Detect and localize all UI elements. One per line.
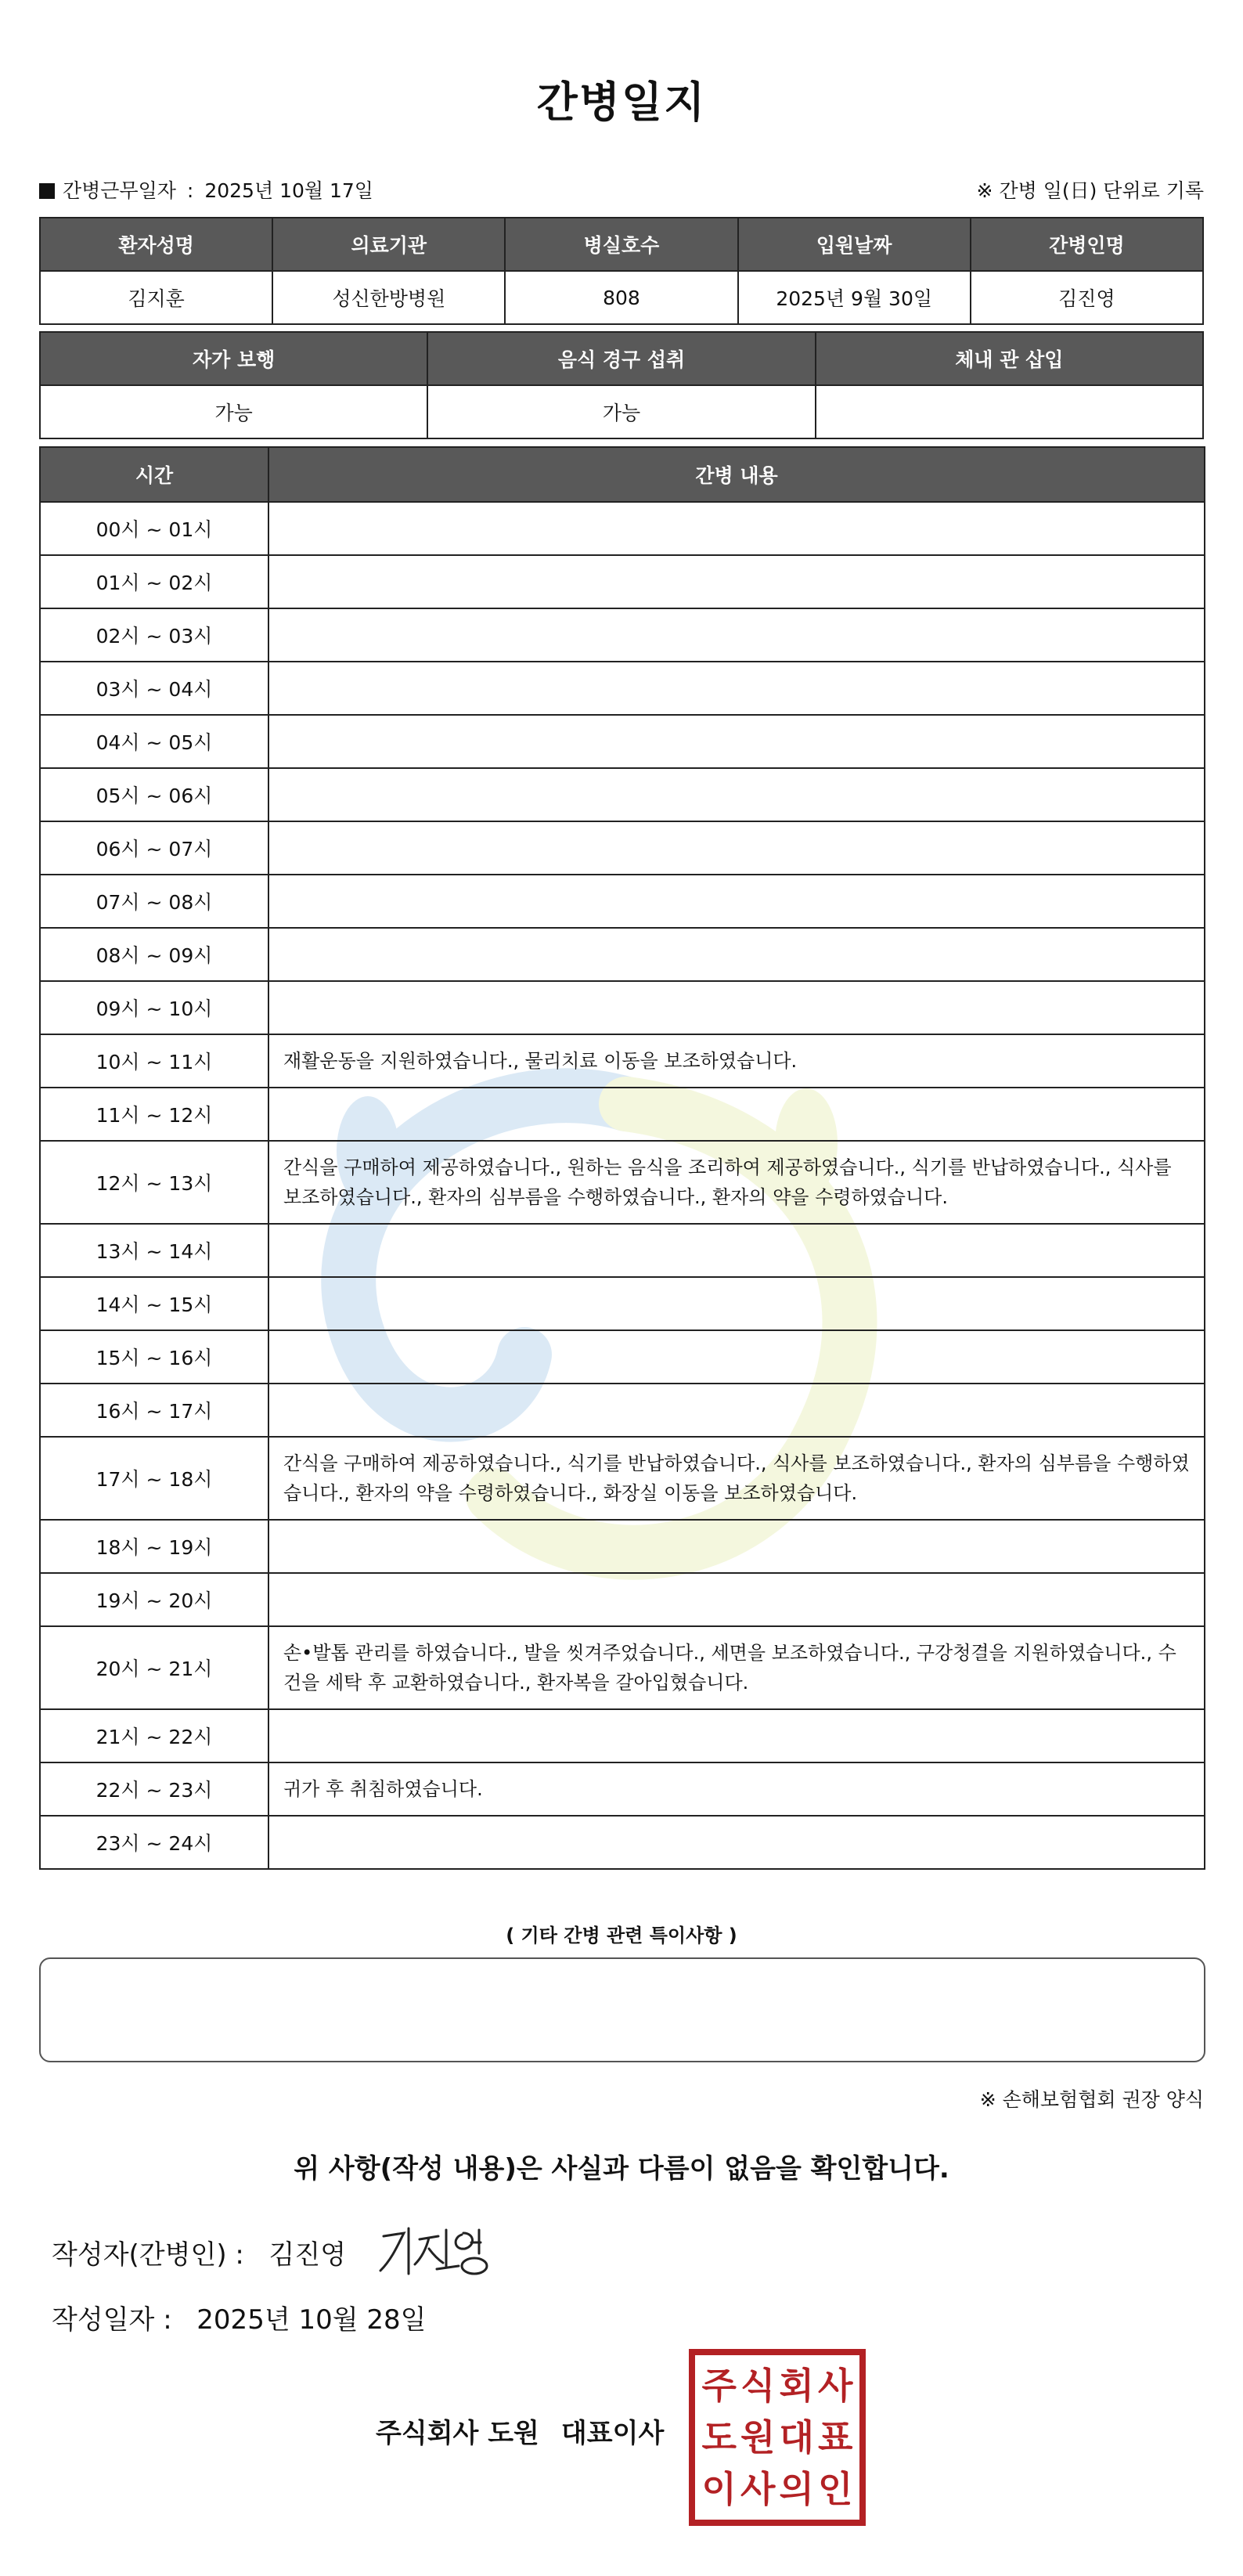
- seal-character: 이: [701, 2468, 737, 2510]
- care-log-header-row: [40, 447, 1205, 502]
- handwritten-signature: [374, 2222, 507, 2285]
- care-log-table: [39, 446, 1205, 1870]
- patient-info-header-row: [40, 218, 1203, 271]
- work-date-colon: :: [186, 179, 194, 202]
- table-row: [40, 1437, 1205, 1520]
- care-content-cell: 손•발톱 관리를 하였습니다., 발을 씻겨주었습니다., 세면을 보조하였습니다., 구강청결을 지원하였습니다., 수건을 세탁 후 교환하였습니다., 환자복을 갈아입혔습니다.: [268, 1626, 1205, 1709]
- write-date-line: [52, 2298, 427, 2336]
- header-self-walking: 자가 보행: [40, 332, 427, 385]
- time-cell: 21시 ~ 22시: [40, 1709, 268, 1762]
- ability-header-row: [40, 332, 1203, 385]
- company-name: 주식회사 도원: [376, 2418, 539, 2449]
- table-row: [40, 1224, 1205, 1277]
- time-cell: 16시 ~ 17시: [40, 1384, 268, 1437]
- table-row: [40, 1141, 1205, 1224]
- seal-character: 주: [701, 2365, 737, 2407]
- write-date-colon: :: [163, 2304, 172, 2336]
- header-time: 시간: [40, 447, 268, 502]
- seal-character: 의: [779, 2468, 814, 2510]
- time-cell: 00시 ~ 01시: [40, 502, 268, 555]
- care-content-cell: [268, 502, 1205, 555]
- seal-characters: [700, 2360, 855, 2515]
- source-note: ※ 손해보험협회 권장 양식: [979, 2088, 1204, 2111]
- time-cell: 04시 ~ 05시: [40, 715, 268, 768]
- seal-character: 인: [818, 2468, 853, 2510]
- header-oral-intake: 음식 경구 섭취: [427, 332, 815, 385]
- header-admission-date: 입원날짜: [738, 218, 971, 271]
- care-content-cell: [268, 715, 1205, 768]
- admission-date: 2025년 9월 30일: [738, 271, 971, 324]
- other-notes-title: ( 기타 간병 관련 특이사항 ): [506, 1925, 737, 1946]
- table-row: [40, 555, 1205, 608]
- seal-character: 대: [779, 2416, 814, 2459]
- table-row: [40, 1816, 1205, 1869]
- self-walking-value: 가능: [40, 385, 427, 438]
- seal-character: 사: [818, 2365, 853, 2407]
- other-notes-box: [39, 1957, 1205, 2062]
- table-row: [40, 1626, 1205, 1709]
- table-row: [40, 1573, 1205, 1626]
- table-row: [40, 715, 1205, 768]
- time-cell: 23시 ~ 24시: [40, 1816, 268, 1869]
- care-content-cell: [268, 555, 1205, 608]
- care-log-body: [40, 502, 1205, 1869]
- table-row: [40, 875, 1205, 928]
- table-row: [40, 1330, 1205, 1384]
- table-row: [40, 1762, 1205, 1816]
- work-date-value: 2025년 10월 17일: [204, 179, 373, 202]
- seal-character: 원: [740, 2416, 776, 2459]
- ability-value-row: [40, 385, 1203, 438]
- care-content-cell: [268, 1088, 1205, 1141]
- time-cell: 03시 ~ 04시: [40, 662, 268, 715]
- room-number: 808: [505, 271, 737, 324]
- seal-character: 회: [779, 2365, 814, 2407]
- document-title: 간병일지: [536, 78, 707, 127]
- table-row: [40, 662, 1205, 715]
- header-room: 병실호수: [505, 218, 737, 271]
- table-row: [40, 1088, 1205, 1141]
- time-cell: 09시 ~ 10시: [40, 981, 268, 1034]
- work-date-label: 간병근무일자: [63, 179, 176, 202]
- seal-character: 사: [740, 2468, 776, 2510]
- care-content-cell: [268, 875, 1205, 928]
- care-content-cell: [268, 768, 1205, 821]
- table-row: [40, 1520, 1205, 1573]
- time-cell: 12시 ~ 13시: [40, 1141, 268, 1224]
- header-caregiver-name: 간병인명: [971, 218, 1203, 271]
- time-cell: 06시 ~ 07시: [40, 821, 268, 875]
- time-cell: 10시 ~ 11시: [40, 1034, 268, 1088]
- table-row: [40, 1709, 1205, 1762]
- time-cell: 01시 ~ 02시: [40, 555, 268, 608]
- table-row: [40, 768, 1205, 821]
- writer-colon: :: [235, 2239, 244, 2271]
- time-cell: 07시 ~ 08시: [40, 875, 268, 928]
- table-row: [40, 1034, 1205, 1088]
- header-hospital: 의료기관: [272, 218, 505, 271]
- writer-line: [52, 2233, 346, 2271]
- write-date-label: 작성일자: [52, 2304, 155, 2336]
- care-content-cell: [268, 608, 1205, 662]
- care-content-cell: [268, 821, 1205, 875]
- care-content-cell: [268, 662, 1205, 715]
- care-content-cell: [268, 1709, 1205, 1762]
- ability-table: [39, 331, 1204, 439]
- square-bullet-icon: [39, 183, 55, 199]
- care-content-cell: [268, 1384, 1205, 1437]
- time-cell: 18시 ~ 19시: [40, 1520, 268, 1573]
- care-content-cell: [268, 1277, 1205, 1330]
- care-content-cell: [268, 928, 1205, 981]
- time-cell: 11시 ~ 12시: [40, 1088, 268, 1141]
- company-title: 대표이사: [560, 2418, 665, 2449]
- seal-character: 표: [818, 2416, 853, 2459]
- care-content-cell: [268, 1520, 1205, 1573]
- header-patient-name: 환자성명: [40, 218, 272, 271]
- care-content-cell: [268, 1330, 1205, 1384]
- tube-insertion-value: [816, 385, 1203, 438]
- time-cell: 22시 ~ 23시: [40, 1762, 268, 1816]
- patient-info-table: [39, 217, 1204, 325]
- time-cell: 13시 ~ 14시: [40, 1224, 268, 1277]
- time-cell: 02시 ~ 03시: [40, 608, 268, 662]
- oral-intake-value: 가능: [427, 385, 815, 438]
- table-row: [40, 608, 1205, 662]
- time-cell: 17시 ~ 18시: [40, 1437, 268, 1520]
- hospital-name: 성신한방병원: [272, 271, 505, 324]
- patient-name: 김지훈: [40, 271, 272, 324]
- table-row: [40, 502, 1205, 555]
- company-line: [376, 2412, 664, 2450]
- confirmation-statement: 위 사항(작성 내용)은 사실과 다름이 없음을 확인합니다.: [294, 2153, 949, 2185]
- care-content-cell: 간식을 구매하여 제공하였습니다., 식기를 반납하였습니다., 식사를 보조하였습니다., 환자의 심부름을 수행하였습니다., 환자의 약을 수령하였습니다., 화장실 이동을 보조하였습니다.: [268, 1437, 1205, 1520]
- seal-character: 도: [701, 2416, 737, 2459]
- unit-note: ※ 간병 일(日) 단위로 기록: [976, 179, 1204, 202]
- table-row: [40, 981, 1205, 1034]
- time-cell: 05시 ~ 06시: [40, 768, 268, 821]
- care-content-cell: [268, 1224, 1205, 1277]
- seal-character: 식: [740, 2365, 776, 2407]
- write-date-value: 2025년 10월 28일: [196, 2304, 427, 2336]
- time-cell: 08시 ~ 09시: [40, 928, 268, 981]
- header-care-content: 간병 내용: [268, 447, 1205, 502]
- company-seal-stamp: [689, 2349, 866, 2526]
- care-content-cell: [268, 1573, 1205, 1626]
- time-cell: 15시 ~ 16시: [40, 1330, 268, 1384]
- time-cell: 14시 ~ 15시: [40, 1277, 268, 1330]
- time-cell: 19시 ~ 20시: [40, 1573, 268, 1626]
- care-content-cell: [268, 1816, 1205, 1869]
- table-row: [40, 928, 1205, 981]
- time-cell: 20시 ~ 21시: [40, 1626, 268, 1709]
- table-row: [40, 1277, 1205, 1330]
- table-row: [40, 821, 1205, 875]
- care-content-cell: 귀가 후 취침하였습니다.: [268, 1762, 1205, 1816]
- writer-label: 작성자(간병인): [52, 2239, 227, 2271]
- care-content-cell: 재활운동을 지원하였습니다., 물리치료 이동을 보조하였습니다.: [268, 1034, 1205, 1088]
- patient-info-value-row: [40, 271, 1203, 324]
- care-content-cell: [268, 981, 1205, 1034]
- table-row: [40, 1384, 1205, 1437]
- care-content-cell: 간식을 구매하여 제공하였습니다., 원하는 음식을 조리하여 제공하였습니다., 식기를 반납하였습니다., 식사를 보조하였습니다., 환자의 심부름을 수행하였습니다., 환자의 약을 수령하였습니다.: [268, 1141, 1205, 1224]
- work-date-line: [39, 172, 1204, 204]
- header-tube-insertion: 체내 관 삽입: [816, 332, 1203, 385]
- caregiver-name: 김진영: [971, 271, 1203, 324]
- writer-name: 김진영: [268, 2239, 347, 2271]
